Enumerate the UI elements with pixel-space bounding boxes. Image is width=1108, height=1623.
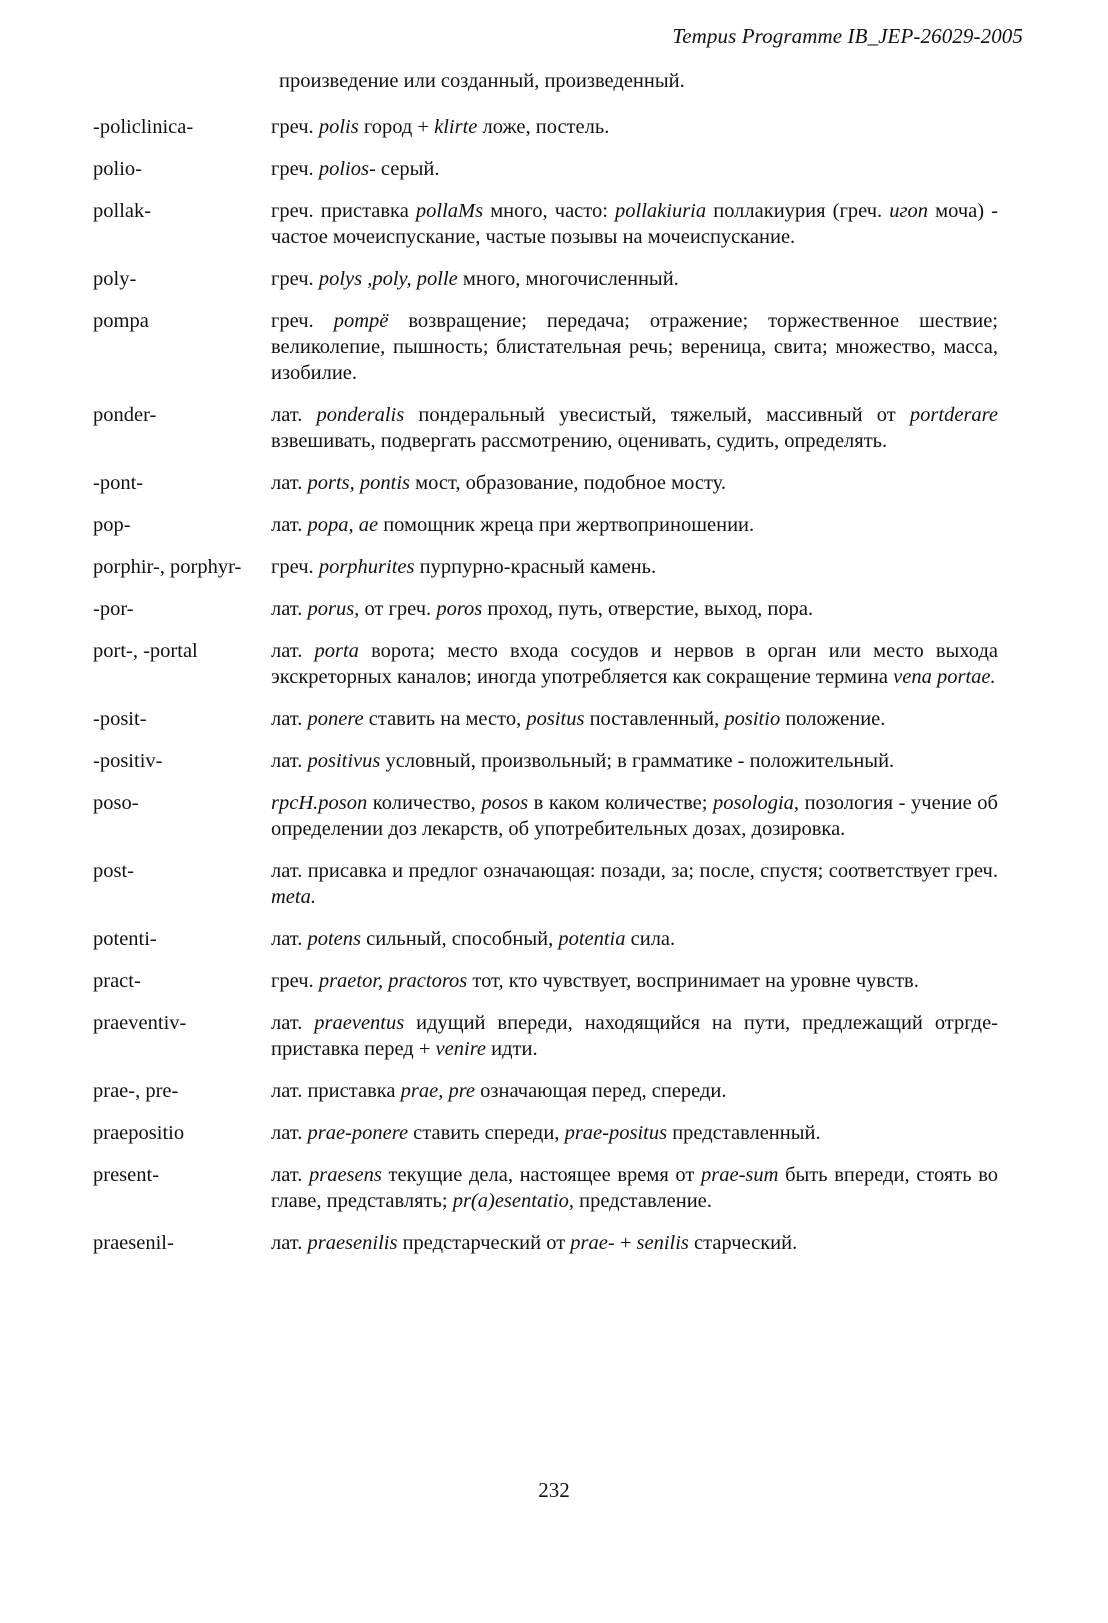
- continuation-line: произведение или созданный, произведенный.: [279, 70, 685, 92]
- definition-text: много, часто:: [483, 200, 616, 222]
- definition-text: текущие дела, настоящее время от: [381, 1164, 701, 1186]
- dictionary-entry: [0, 512, 1108, 538]
- entry-definition: [271, 198, 998, 250]
- dictionary-entry: [0, 156, 1108, 182]
- entry-term: -pont-: [93, 472, 144, 494]
- definition-italic-term: praesens: [308, 1164, 382, 1186]
- dictionary-entry: [0, 1078, 1108, 1104]
- definition-text: сила.: [625, 928, 676, 950]
- definition-italic-term: poros: [436, 598, 483, 620]
- dictionary-entry: [0, 266, 1108, 292]
- definition-italic-term: praetor, practoros: [318, 970, 468, 992]
- definition-text: лат. приставка: [271, 1080, 401, 1102]
- definition-text: означающая перед, спереди.: [475, 1080, 727, 1102]
- entry-term: port-, -portal: [93, 640, 198, 662]
- definition-italic-term: prae-: [570, 1232, 615, 1254]
- entry-term: prae-, pre-: [93, 1080, 179, 1102]
- dictionary-entry: [0, 706, 1108, 732]
- definition-italic-term: polis: [318, 116, 359, 138]
- definition-text: много, многочисленный.: [457, 268, 679, 290]
- entry-definition: [271, 1078, 998, 1104]
- entry-term: -posit-: [93, 708, 147, 730]
- dictionary-entry: [0, 1010, 1108, 1062]
- entry-definition: [271, 156, 998, 182]
- definition-text: представление.: [573, 1190, 712, 1212]
- entry-definition: [271, 554, 998, 580]
- entry-term: pollak-: [93, 200, 152, 222]
- definition-text: лат.: [271, 640, 315, 662]
- definition-italic-term: polios: [318, 158, 369, 180]
- entry-definition: [271, 748, 998, 774]
- definition-italic-term: pr(a)esentatio,: [452, 1190, 574, 1212]
- definition-text: сильный, способный,: [361, 928, 559, 950]
- dictionary-entry: [0, 638, 1108, 690]
- entry-term: porphir-, porphyr-: [93, 556, 242, 578]
- definition-text: ставить спереди,: [408, 1122, 565, 1144]
- definition-text: лат.: [271, 1164, 309, 1186]
- definition-text: лат.: [271, 472, 308, 494]
- entry-definition: [271, 512, 998, 538]
- definition-text: в каком количестве;: [528, 792, 714, 814]
- definition-italic-term: klirte: [434, 116, 478, 138]
- definition-text: греч.: [271, 268, 319, 290]
- definition-text: лат.: [271, 1232, 308, 1254]
- definition-text: греч.: [271, 310, 334, 332]
- definition-text: помощник жреца при жертвоприношении.: [378, 514, 755, 536]
- entry-definition: [271, 926, 998, 952]
- entry-definition: [271, 1162, 998, 1214]
- definition-italic-term: ponderalis: [316, 404, 405, 426]
- dictionary-entry: [0, 554, 1108, 580]
- definition-italic-term: prae, pre: [400, 1080, 476, 1102]
- definition-text: греч.: [271, 116, 319, 138]
- dictionary-entry: [0, 470, 1108, 496]
- definition-text: греч. приставка: [271, 200, 416, 222]
- entry-definition: [271, 790, 998, 842]
- entry-term: pompa: [93, 310, 149, 332]
- definition-text: ставить на место,: [363, 708, 527, 730]
- entry-definition: [271, 1120, 998, 1146]
- dictionary-entries: [0, 114, 1108, 1272]
- definition-text: идущий впереди, находящийся на пути, предлежащий отргде-приставка перед +: [271, 1012, 998, 1060]
- definition-text: быть впереди, стоять во главе, представлять;: [271, 1164, 999, 1212]
- definition-text: положение.: [780, 708, 886, 730]
- definition-text: лат.: [271, 1122, 308, 1144]
- entry-definition: [271, 596, 998, 622]
- definition-text: предстарческий от: [397, 1232, 571, 1254]
- dictionary-entry: [0, 1120, 1108, 1146]
- entry-term: -por-: [93, 598, 134, 620]
- entry-term: present-: [93, 1164, 160, 1186]
- definition-text: ворота; место входа сосудов и нервов в орган или место выхода экскреторных каналов; иногда употребляется как сокращение термина: [271, 640, 998, 688]
- definition-italic-term: praesenilis: [307, 1232, 398, 1254]
- definition-text: условный, произвольный; в грамматике - положительный.: [380, 750, 895, 772]
- dictionary-entry: [0, 790, 1108, 842]
- dictionary-entry: [0, 858, 1108, 910]
- definition-italic-term: praeventus: [314, 1012, 405, 1034]
- definition-italic-term: positio: [724, 708, 781, 730]
- definition-text: греч.: [271, 970, 319, 992]
- definition-text: идти.: [486, 1038, 538, 1060]
- definition-text: проход, путь, отверстие, выход, пора.: [482, 598, 814, 620]
- definition-italic-term: ponere: [307, 708, 364, 730]
- dictionary-entry: [0, 308, 1108, 386]
- definition-italic-term: senilis: [636, 1232, 689, 1254]
- entry-term: praepositio: [93, 1122, 185, 1144]
- entry-definition: [271, 858, 998, 910]
- entry-definition: [271, 114, 998, 140]
- definition-text: взвешивать, подвергать рассмотрению, оценивать, судить, определять.: [271, 430, 888, 452]
- entry-definition: [271, 1230, 998, 1256]
- entry-term: poly-: [93, 268, 137, 290]
- dictionary-entry: [0, 114, 1108, 140]
- entry-term: praeventiv-: [93, 1012, 187, 1034]
- entry-definition: [271, 308, 998, 386]
- definition-text: лат.: [271, 928, 308, 950]
- definition-italic-term: potens: [307, 928, 361, 950]
- entry-definition: [271, 1010, 998, 1062]
- definition-text: лат.: [271, 514, 308, 536]
- definition-text: ложе, постель.: [477, 116, 610, 138]
- definition-text: лат.: [271, 1012, 315, 1034]
- definition-italic-term: polys ,poly, polle: [318, 268, 458, 290]
- definition-text: лат.: [271, 708, 308, 730]
- definition-italic-term: ports, pontis: [307, 472, 410, 494]
- definition-italic-term: posos: [481, 792, 529, 814]
- definition-italic-term: posologia,: [713, 792, 800, 814]
- definition-italic-term: portderare: [909, 404, 998, 426]
- definition-text: лат.: [271, 750, 308, 772]
- definition-text: греч.: [271, 158, 319, 180]
- entry-term: pop-: [93, 514, 131, 536]
- definition-italic-term: prae-ponere: [307, 1122, 409, 1144]
- definition-text: количество,: [367, 792, 482, 814]
- entry-definition: [271, 402, 998, 454]
- running-header: Tempus Programme IB_JEP-26029-2005: [672, 24, 1023, 48]
- definition-text: поллакиурия (греч.: [706, 200, 890, 222]
- definition-text: позология - учение об определении доз лекарств, об употребительных дозах, дозировка.: [271, 792, 998, 840]
- definition-italic-term: popa, ae: [307, 514, 379, 536]
- definition-text: лат.: [271, 598, 308, 620]
- definition-italic-term: игоп: [889, 200, 929, 222]
- definition-text: от греч.: [359, 598, 437, 620]
- dictionary-entry: [0, 402, 1108, 454]
- definition-text: поставленный,: [584, 708, 725, 730]
- entry-term: post-: [93, 860, 134, 882]
- definition-text: греч.: [271, 556, 319, 578]
- definition-italic-term: porphurites: [318, 556, 415, 578]
- dictionary-entry: [0, 748, 1108, 774]
- definition-text: +: [614, 1232, 637, 1254]
- entry-term: praesenil-: [93, 1232, 174, 1254]
- entry-definition: [271, 470, 998, 496]
- dictionary-entry: [0, 596, 1108, 622]
- dictionary-entry: [0, 926, 1108, 952]
- definition-italic-term: positivus: [307, 750, 381, 772]
- definition-text: пондеральный увесистый, тяжелый, массивный от: [404, 404, 910, 426]
- dictionary-entry: [0, 968, 1108, 994]
- dictionary-entry: [0, 198, 1108, 250]
- definition-italic-term: porta: [314, 640, 359, 662]
- definition-text: возвращение; передача; отражение; торжественное шествие; великолепие, пышность; блистательная речь; вереница, свита; множество, масса, изобилие.: [271, 310, 999, 384]
- definition-italic-term: vena portae.: [893, 666, 996, 688]
- definition-text: мост, образование, подобное мосту.: [410, 472, 726, 494]
- definition-italic-term: meta.: [271, 886, 316, 908]
- definition-text: лат. присавка и предлог означающая: позади, за; после, спустя; соответствует греч.: [271, 860, 998, 882]
- definition-text: старческий.: [688, 1232, 798, 1254]
- definition-text: представленный.: [667, 1122, 821, 1144]
- entry-term: poso-: [93, 792, 139, 814]
- definition-italic-term: potentia: [558, 928, 626, 950]
- definition-text: лат.: [271, 404, 317, 426]
- definition-italic-term: rpcH.poson: [271, 792, 368, 814]
- entry-term: potenti-: [93, 928, 157, 950]
- definition-text: моча) - частое мочеиспускание, частые позывы на мочеиспускание.: [271, 200, 998, 248]
- entry-term: ponder-: [93, 404, 157, 426]
- entry-term: -policlinica-: [93, 116, 194, 138]
- definition-italic-term: pollaMs: [415, 200, 484, 222]
- definition-text: город +: [358, 116, 435, 138]
- entry-definition: [271, 266, 998, 292]
- definition-italic-term: porus,: [307, 598, 360, 620]
- entry-term: -positiv-: [93, 750, 163, 772]
- definition-italic-term: venire: [435, 1038, 487, 1060]
- definition-italic-term: positus: [526, 708, 585, 730]
- entry-term: polio-: [93, 158, 142, 180]
- definition-italic-term: pompё: [333, 310, 389, 332]
- entry-term: pract-: [93, 970, 141, 992]
- entry-definition: [271, 706, 998, 732]
- dictionary-entry: [0, 1230, 1108, 1256]
- page-number: 232: [538, 1478, 570, 1502]
- definition-italic-term: prae-sum: [701, 1164, 779, 1186]
- entry-definition: [271, 968, 998, 994]
- definition-text: тот, кто чувствует, воспринимает на уровне чувств.: [467, 970, 919, 992]
- dictionary-entry: [0, 1162, 1108, 1214]
- definition-italic-term: pollakiuria: [615, 200, 707, 222]
- definition-text: - серый.: [368, 158, 440, 180]
- definition-italic-term: prae-positus: [564, 1122, 668, 1144]
- definition-text: пурпурно-красный камень.: [414, 556, 657, 578]
- entry-definition: [271, 638, 998, 690]
